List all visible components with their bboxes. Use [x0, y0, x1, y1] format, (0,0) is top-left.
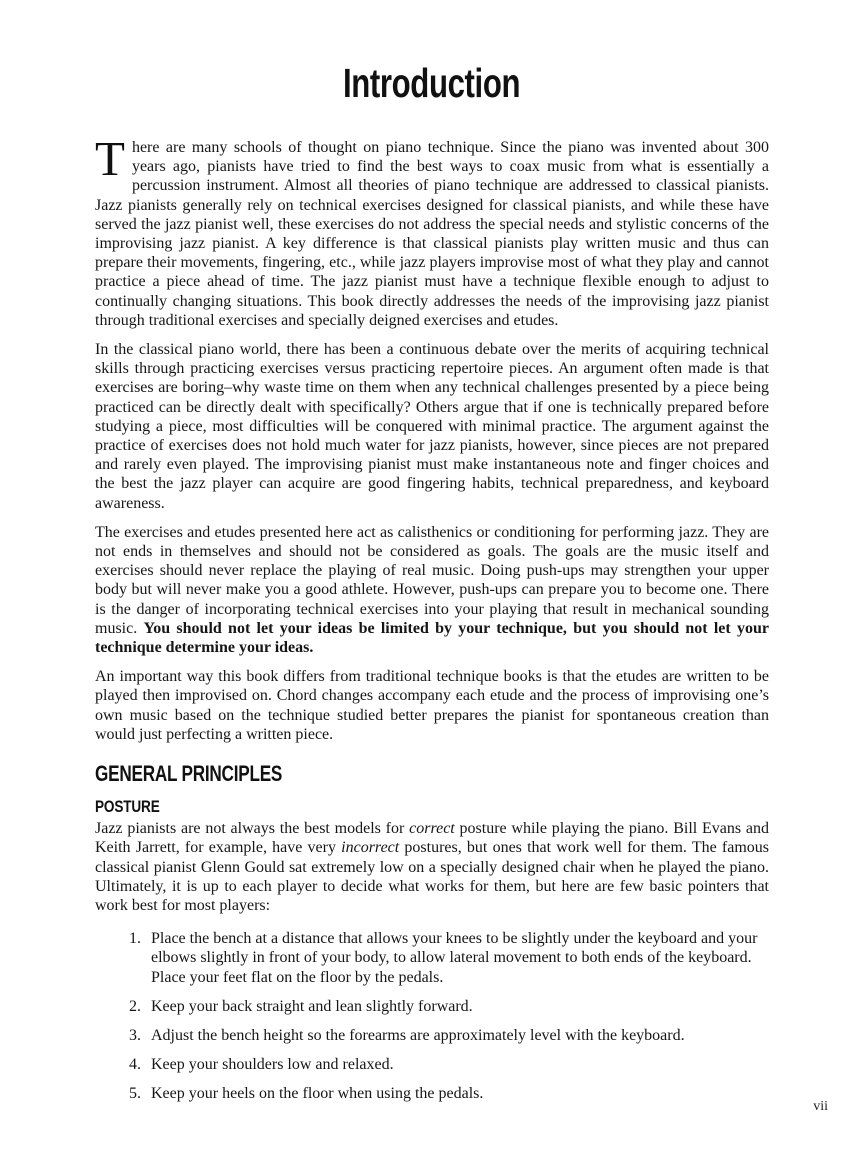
- italic-text: incorrect: [341, 839, 400, 857]
- list-item: 4. Keep your shoulders low and relaxed.: [145, 1055, 769, 1074]
- drop-cap: T: [95, 131, 125, 186]
- paragraph: [95, 131, 769, 330]
- section-heading-container: [95, 762, 769, 786]
- section-heading-general-principles: GENERAL PRINCIPLES: [95, 761, 283, 787]
- page-title: Introduction: [343, 60, 521, 106]
- paragraph: [95, 667, 769, 744]
- list-item: 3. Adjust the bench height so the forearms are approximately level with the keyboard.: [145, 1026, 769, 1045]
- text-run: In the classical piano world, there has been a continuous debate over the merits of acquiring technical skills through practicing exercises versus practicing repertoire pieces. An argument often made is that exercises are boring–why waste time on them when any technical challenges presented by a piece being practiced can be directly dealt with specifically? Others argue that if one is technically prepared before studying a piece, most difficulties will be conquered with minimal practice. The argument against the practice of exercises does not hold much water for jazz pianists, however, since pieces are not prepared and rarely even played. The improvising pianist must make instantaneous note and finger choices and the best the jazz player can acquire are good fingering habits, technical preparedness, and keyboard awareness.: [95, 341, 769, 512]
- subsection-heading-container: [95, 798, 769, 816]
- posture-paragraph: [95, 819, 769, 915]
- page-number: vii: [813, 1099, 828, 1114]
- subsection-heading-posture: POSTURE: [95, 797, 160, 817]
- bold-text: You should not let your ideas be limited by your technique, but you should not let your technique determine your ideas.: [95, 619, 770, 657]
- text-run: Jazz pianists are not always the best models for: [95, 820, 410, 838]
- text-run: here are many schools of thought on piano technique. Since the piano was invented about 300 years ago, pianists have tried to find the best ways to coax music from what is essentially a percussion instrument. Almost all theories of piano technique are addressed to classical pianists. Jazz pianists generally rely on technical exercises designed for classical pianists, and while these have served the jazz pianist well, these exercises do not address the special needs and stylistic concerns of the improvising jazz pianist. A key difference is that classical pianists play written music and thus can prepare their movements, fingering, etc., while jazz players improvise most of what they play and cannot practice a piece ahead of time. The jazz pianist must have a technique flexible enough to adjust to continually changing situations. This book directly addresses the needs of the improvising jazz pianist through traditional exercises and specially deigned exercises and etudes.: [95, 139, 769, 329]
- intro-paragraphs: [95, 131, 770, 744]
- page-title-container: [95, 62, 769, 104]
- paragraph: [95, 523, 769, 657]
- paragraph: [95, 340, 769, 513]
- page-content: [95, 0, 769, 1114]
- text-run: The exercises and etudes presented here act as calisthenics or conditioning for performing jazz. They are not ends in themselves and should not be considered as goals. The goals are the music itself and exercises should never replace the playing of real music. Doing push-ups may strengthen your upper body but will never make you a good athlete. However, push-ups can prepare you to become one. There is the danger of incorporating technical exercises into your playing that result in mechanical sounding music.: [95, 523, 769, 637]
- posture-list: [95, 929, 769, 1103]
- italic-text: correct: [409, 820, 455, 838]
- text-run: posture while playing the piano. Bill Evans and Keith Jarrett, for example, have very: [95, 820, 769, 857]
- text-run: postures, but ones that work well for them. The famous classical pianist Glenn Gould sat extremely low on a specially designed chair when he played the piano. Ultimately, it is up to each player to decide what works for them, but here are few basic pointers that work best for most players:: [95, 839, 769, 914]
- text-run: An important way this book differs from traditional technique books is that the etudes are written to be played then improvised on. Chord changes accompany each etude and the process of improvising one’s own music based on the technique studied better prepares the pianist for spontaneous creation than would just perfecting a written piece.: [95, 668, 769, 743]
- list-item: 1. Place the bench at a distance that allows your knees to be slightly under the keyboard and your elbows slightly in front of your body, to allow lateral movement to both ends of the keyboard. Place your feet flat on the floor by the pedals.: [145, 929, 769, 987]
- list-item: 5. Keep your heels on the floor when using the pedals.: [145, 1084, 769, 1103]
- list-item: 2. Keep your back straight and lean slightly forward.: [145, 997, 769, 1016]
